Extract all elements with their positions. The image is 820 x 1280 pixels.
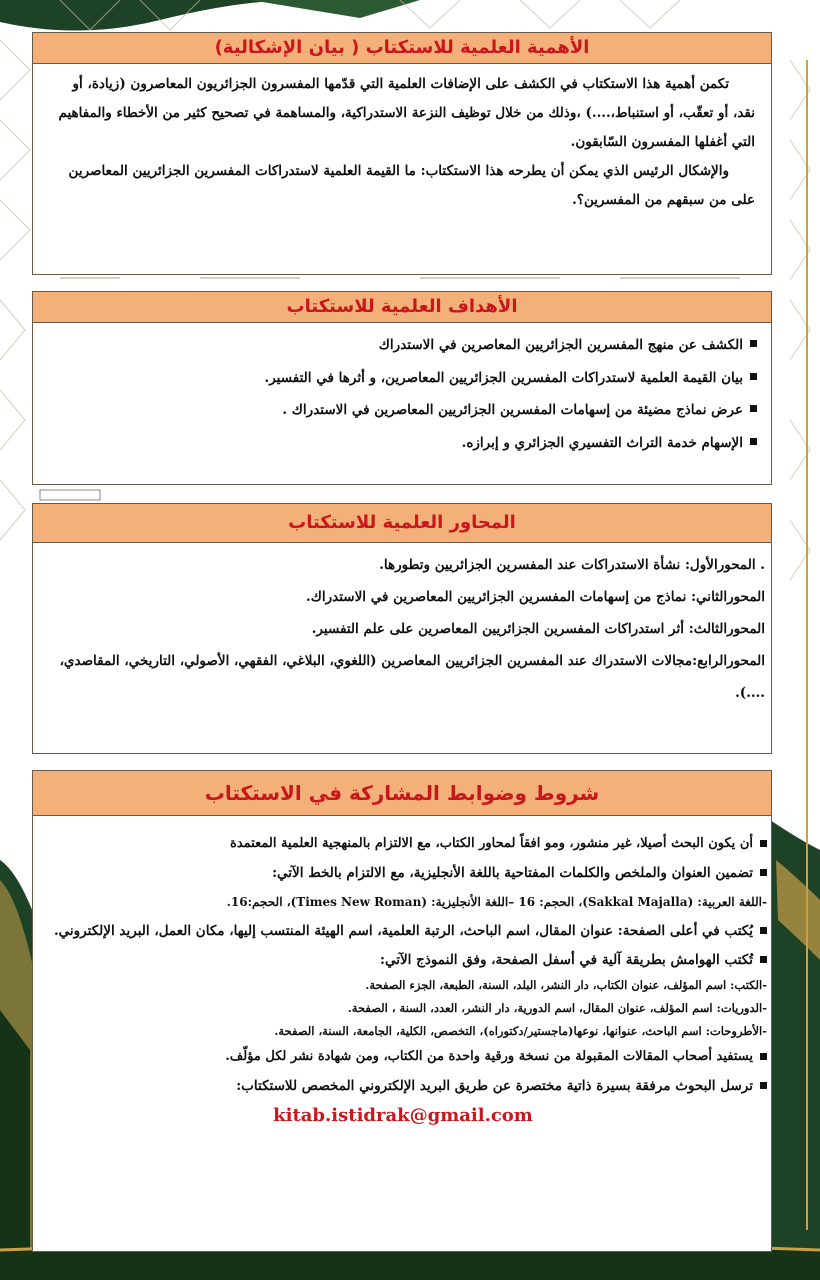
- axes-section: [32, 503, 772, 754]
- importance-paragraph-2: والإشكال الرئيس الذي يمكن أن يطرحه هذا الاستكتاب: ما القيمة العلمية لاستدراكات المفسرين الجزائريين المعاصرين على من سبقهم من المفسرين؟.: [68, 163, 755, 208]
- conditions-title: شروط وضوابط المشاركة في الاستكتاب: [33, 771, 771, 816]
- axes-title: المحاور العلمية للاستكتاب: [33, 504, 771, 543]
- importance-section: [32, 32, 772, 275]
- objective-item: الكشف عن منهج المفسرين الجزائريين المعاصرين في الاستدراك: [43, 329, 757, 362]
- objective-item: عرض نماذج مضيئة من إسهامات المفسرين الجزائريين المعاصرين في الاستدراك .: [43, 394, 757, 427]
- axis-item: المحورالثاني: نماذج من إسهامات المفسرين الجزائريين المعاصرين في الاستدراك.: [306, 589, 765, 605]
- gold-vertical-rule: [806, 60, 808, 1230]
- axis-item: . المحورالأول: نشأة الاستدراكات عند المفسرين الجزائريين وتطورها.: [379, 557, 765, 573]
- condition-item: يستفيد أصحاب المقالات المقبولة من نسخة ورقية واحدة من الكتاب، ومن شهادة نشر لكل مؤلّف.: [39, 1043, 767, 1072]
- axis-item: المحورالرابع:مجالات الاستدراك عند المفسرين الجزائريين المعاصرين (اللغوي، البلاغي، الفقهي، الأصولي، التاريخي، المقاصدي، ....).: [59, 653, 765, 701]
- importance-paragraph-1: تكمن أهمية هذا الاستكتاب في الكشف على الإضافات العلمية التي قدّمها المفسرون الجزائريون المعاصرون (زيادة، أو نقد، أو تعقّب، أو استنباط،....) ،وذلك من خلال توظيف النزعة الاستدراكية، والمساهمة في تصحيح كثير من الأخطاء والمفاهيم التي أغفلها المفسرون السّابقون.: [58, 76, 755, 150]
- axis-item: المحورالثالث: أثر استدراكات المفسرين الجزائريين المعاصرين على علم التفسير.: [311, 621, 765, 637]
- conditions-section: [32, 770, 772, 1252]
- importance-title: الأهمية العلمية للاستكتاب ( بيان الإشكالية): [33, 33, 771, 64]
- objectives-title: الأهداف العلمية للاستكتاب: [33, 292, 771, 323]
- condition-item: تُكتب الهوامش بطريقة آلية في أسفل الصفحة، وفق النموذج الآتي:: [39, 946, 767, 975]
- reference-format-journals: -الدوريات: اسم المؤلف، عنوان المقال، اسم الدورية، دار النشر، العدد، السنة ، الصفحة.: [347, 1001, 767, 1015]
- reference-format-books: -الكتب: اسم المؤلف، عنوان الكتاب، دار النشر، البلد، السنة، الطبعة، الجزء الصفحة.: [365, 978, 767, 992]
- reference-format-theses: -الأطروحات: اسم الباحث، عنوانها، نوعها(ماجستير/دكتوراه)، التخصص، الكلية، الجامعة، السنة، الصفحة.: [274, 1024, 767, 1038]
- condition-item: تضمين العنوان والملخص والكلمات المفتاحية باللغة الأنجليزية، مع الالتزام بالخط الآتي:: [39, 859, 767, 888]
- objective-item: بيان القيمة العلمية لاستدراكات المفسرين الجزائريين المعاصرين، و أثرها في التفسير.: [43, 362, 757, 395]
- submission-email-link[interactable]: kitab.istidrak@gmail.com: [273, 1105, 533, 1126]
- condition-item: أن يكون البحث أصيلا، غير منشور، ومو افقاً لمحاور الكتاب، مع الالتزام بالمنهجية العلمية المعتمدة: [39, 830, 767, 859]
- objective-item: الإسهام خدمة التراث التفسيري الجزائري و إبرازه.: [43, 427, 757, 460]
- condition-item: يُكتب في أعلى الصفحة: عنوان المقال، اسم الباحث، الرتبة العلمية، اسم الهيئة المنتسب إليها، مكان العمل، البريد الإلكتروني.: [39, 917, 767, 946]
- condition-item: ترسل البحوث مرفقة بسيرة ذاتية مختصرة عن طريق البريد الإلكتروني المخصص للاستكتاب:: [39, 1072, 767, 1101]
- font-spec-line: -اللغة العربية: (Sakkal Majalla)، الحجم: 16 –اللغة الأنجليزية: (Times New Roman)، الحجم:16.: [226, 895, 767, 909]
- objectives-section: [32, 291, 772, 485]
